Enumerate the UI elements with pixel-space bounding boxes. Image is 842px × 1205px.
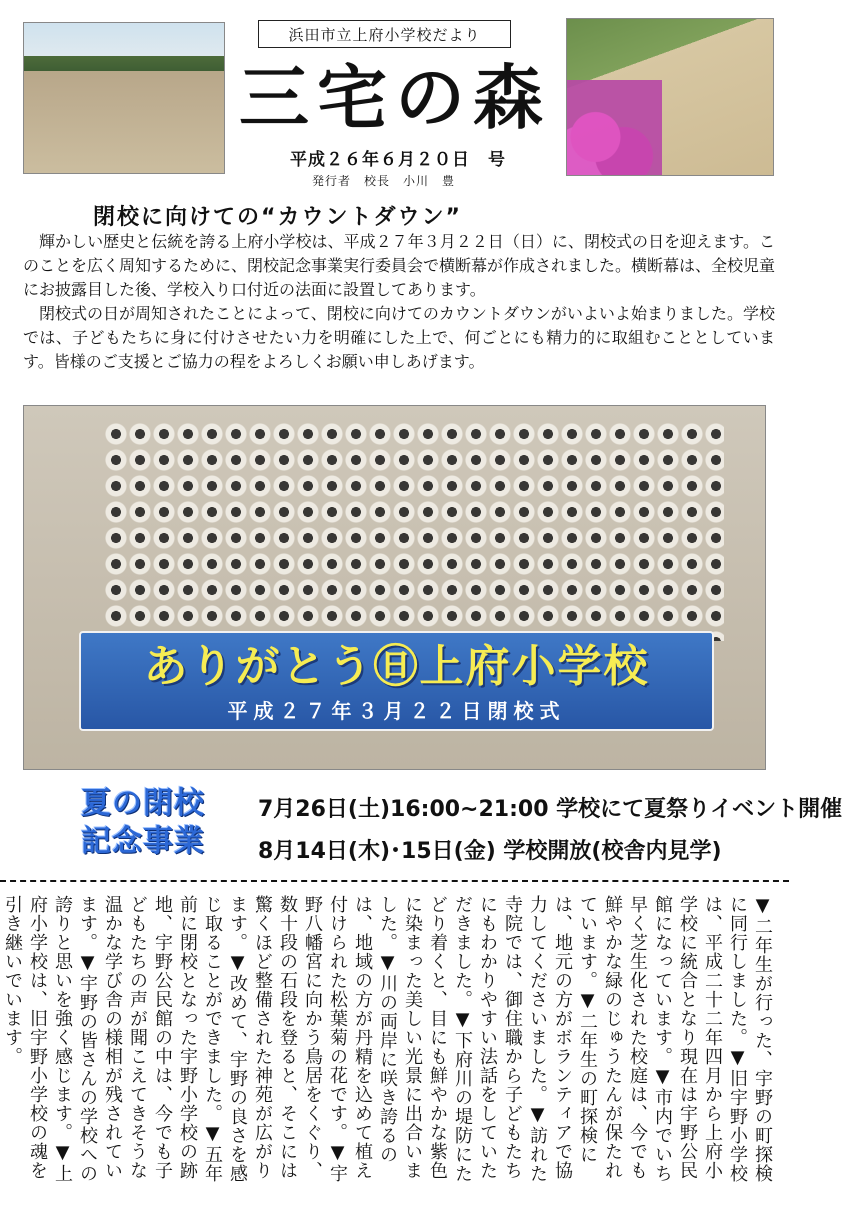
article-body [23,230,775,374]
photo-running-children [23,22,225,174]
banner-main-text: ありがとう㊐上府小学校 [143,641,650,692]
event-school-open: 8月14日(木)･15日(金) 学校開放(校舎内見学) [258,839,722,864]
event-heading-line: 夏の閉校 [81,786,205,821]
newsletter-title: 三宅の森 [239,56,551,139]
article-paragraph: 輝かしい歴史と伝統を誇る上府小学校は、平成２７年３月２２日（日）に、閉校式の日を迎えます。このことを広く周知するために、閉校記念事業実行委員会で横断幕が作成されました。横断幕は、全校児童にお披露目した後、学校入り口付近の法面に設置してあります。 [23,232,776,299]
banner-sub-text: 平成２７年３月２２日閉校式 [227,699,566,723]
publisher: 発行者 校長 小川 豊 [312,174,456,188]
closing-banner [79,631,714,731]
flower-patch [567,80,662,175]
school-label: 浜田市立上府小学校だより [258,20,511,48]
issue-date: 平成２６年６月２０日 号 [290,150,506,170]
photo-riverbank-flowers [566,18,774,176]
dashed-divider [0,880,789,882]
vertical-column-text: ▼二年生が行った、宇野の町探検に同行しました。▼旧宇野小学校は、平成二十二年四月から上府小学校に統合となり現在は宇野公民館になっています。▼市内でいち早く芝生化された校庭は、今でも鮮やかな緑のじゅうたんが保たれています。▼二年生の町探検には、地元の方がボランティアで協力してくださいました。▼訪れた寺院では、御住職から子どもたちにもわかりやすい法話をしていただきました。▼下府川の堤防にたどり着くと、目にも鮮やかな紫色に染まった美しい光景に出合いました。▼川の両岸に咲き誇るのは、地域の方が丹精を込めて植え付けられた松葉菊の花です。▼宇野八幡宮に向かう鳥居をくぐり、数十段の石段を登ると、そこには驚くほど整備された神苑が広がります。▼改めて、宇野の良さを感じ取ることができました。▼五年前に閉校となった宇野小学校の跡地、宇野公民館の中は、今でも子どもたちの声が聞こえてきそうな温かな学び舎の様相が残されています。▼宇野の皆さんの学校への誇りと思いを強く感じます。▼上府小学校は、旧宇野小学校の魂を引き継いでいます。 [2,895,773,1183]
event-heading [38,785,248,861]
event-heading-line: 記念事業 [81,824,205,859]
group-photo [23,405,766,770]
article-paragraph: 閉校式の日が周知されたことによって、閉校に向けてのカウントダウンがいよいよ始まりました。学校では、子どもたちに身に付けさせたい力を明確にした上で、何ごとにも精力的に取組むこととしています。皆様のご支援とご協力の程をよろしくお願い申しあげます。 [23,304,775,371]
children-group [104,421,724,641]
article-heading: 閉校に向けての“カウントダウン” [93,205,462,230]
event-summer-festival: 7月26日(土)16:00~21:00 学校にて夏祭りイベント開催 [258,797,842,822]
